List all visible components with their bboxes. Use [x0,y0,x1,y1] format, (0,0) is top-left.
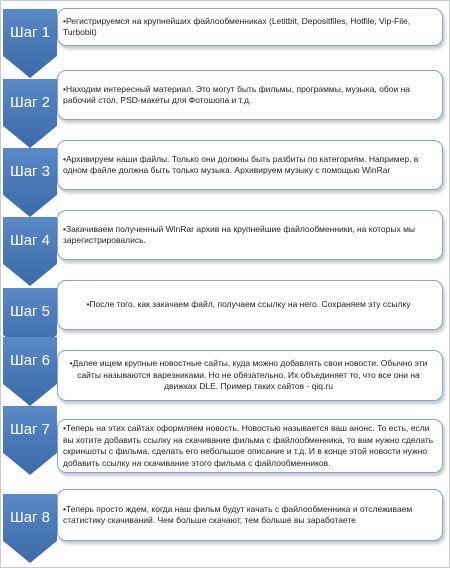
step-7-text: •Теперь на этих сайтах оформляем новость. Новостью называется ваш анонс. То есть, если вы хотите добавить ссылку на скачивание фильма с файлообменника, то вам нужно сделать скриншоты с фильма, сделать его небольшое описание и т.д. И в конце этой новости нужно добавить ссылку на скачивание этого фильма с файлообменников. [63,423,434,468]
step-3-label: Шаг 3 [9,163,51,180]
step-2-box [57,70,443,120]
step-5-box [57,280,443,330]
step-3-text: •Архивируем наши файлы. Только они должны быть разбиты по категориям. Например, в одном файле должна быть только музыка. Архивируем музыку с помощью WinRar [63,153,419,175]
step-2-text: •Находим интересный материал. Это могут быть фильмы, программы, музыка, обои на рабочий стол, PSD-макеты для Фотошопа и т.д. [63,83,411,105]
step-3-box [57,140,443,190]
step-6-label: Шаг 6 [9,352,51,369]
step-1-text: •Регистрируемся на крупнейших файлообменниках (Letitbit, Depositfiles, Hotfile, Vip-File, Turbobit) [63,15,411,37]
step-7-label: Шаг 7 [9,421,51,438]
step-6-box [57,350,443,401]
step-4-label: Шаг 4 [9,232,51,249]
step-4-box [57,210,443,260]
step-5-text: •После того, как закачаем файл, получаем ссылку на него. Сохраняем эту ссылку [86,299,411,310]
step-4-text: •Закачиваем полученный WinRar архив на крупнейшие файлообменники, на которых мы зарегистрировались. [63,223,416,245]
step-7-box [57,419,443,473]
step-1-label: Шаг 1 [9,24,51,41]
step-8-box [57,489,443,541]
step-1-box [57,8,443,46]
step-6-text: •Далее ищем крупные новостные сайты, куда можно добавлять свои новости. Обычно эти сайты называются варезниками. Но не обязательно. Их объединяет то, что все они на движках DLE. Пример таких сайтов - qiq.ru [69,358,428,392]
step-2-label: Шаг 2 [9,94,51,111]
step-8-text: •Теперь просто ждем, когда наш фильм будут качать с файлообменника и отслеживаем статистику скачиваний. Чем больше скачают, тем больше вы заработаете [63,503,413,525]
step-5-label: Шаг 5 [9,303,51,320]
step-8-label: Шаг 8 [9,509,51,526]
